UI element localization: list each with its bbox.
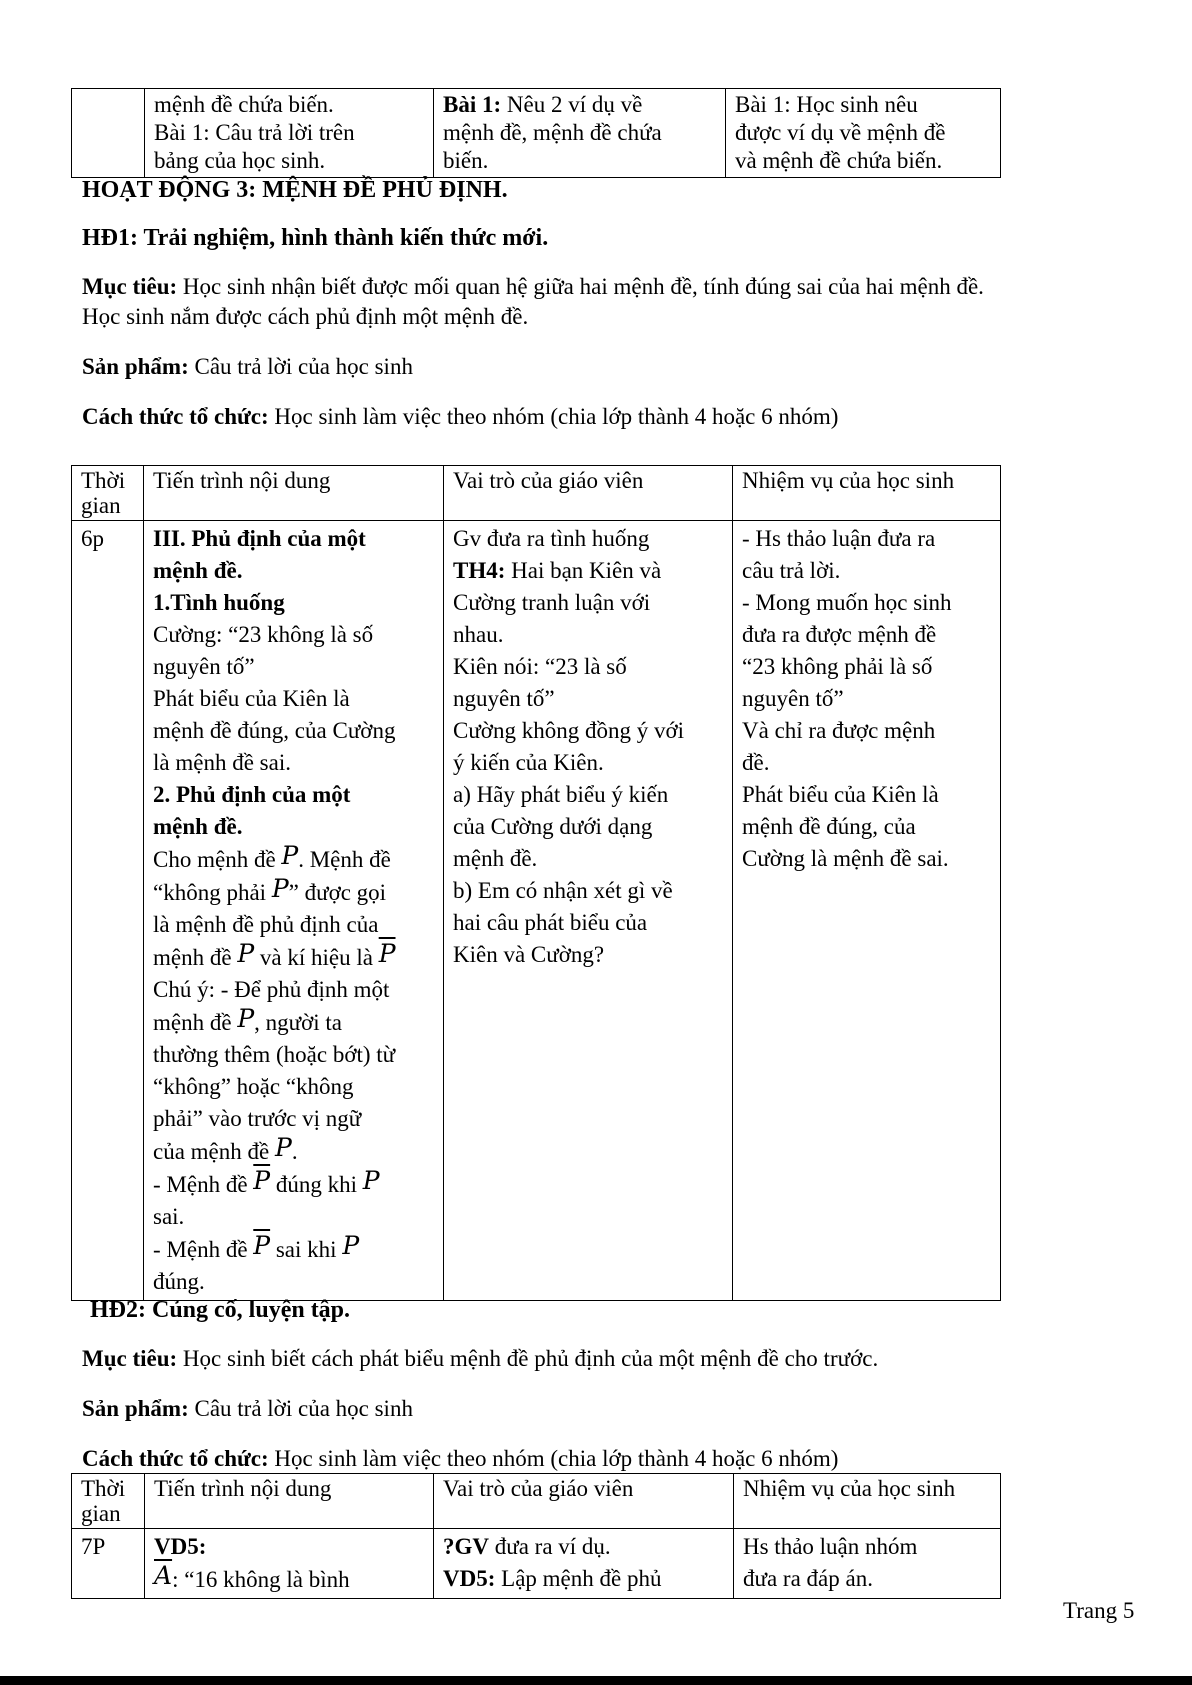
hd1-heading: HĐ1: Trải nghiệm, hình thành kiến thức mới. [82,225,549,251]
table-row [72,521,1001,1301]
cell-student-task: - Hs thảo luận đưa ra câu trả lời. - Mong muốn học sinh đưa ra được mệnh đề “23 không phải là số nguyên tố” Và chỉ ra được mệnh đề. Phát biểu của Kiên là mệnh đề đúng, của Cường là mệnh đề sai. [733,521,1001,1301]
header-cell-time: Thời gian [72,1474,145,1529]
header-cell-student-task: Nhiệm vụ của học sinh [734,1474,1001,1529]
cell-content: mệnh đề chứa biến. Bài 1: Câu trả lời trên bảng của học sinh. [145,89,434,178]
cell-time: 7P [72,1529,145,1599]
objective-paragraph: Mục tiêu: Học sinh biết cách phát biểu mệnh đề phủ định của một mệnh đề cho trước. [82,1346,879,1371]
hd2-heading: HĐ2: Củng cố, luyện tập. [90,1297,351,1323]
organization-paragraph: Cách thức tổ chức: Học sinh làm việc theo nhóm (chia lớp thành 4 hoặc 6 nhóm) [82,404,839,429]
page-number: Trang 5 [1063,1598,1135,1623]
header-cell-teacher-role: Vai trò của giáo viên [444,466,733,521]
objective-paragraph: Mục tiêu: Học sinh nhận biết được mối quan hệ giữa hai mệnh đề, tính đúng sai của hai mệnh đề. Học sinh nắm được cách phủ định một mệnh đề. [82,274,984,329]
header-cell-content: Tiến trình nội dung [145,1474,434,1529]
previous-activity-table [71,88,1001,178]
product-paragraph: Sản phẩm: Câu trả lời của học sinh [82,354,413,379]
cell-teacher-role: Bài 1: Nêu 2 ví dụ về mệnh đề, mệnh đề chứa biến. [434,89,726,178]
activity3-heading: HOẠT ĐỘNG 3: MỆNH ĐỀ PHỦ ĐỊNH. [82,177,508,203]
cell-student-task: Hs thảo luận nhóm đưa ra đáp án. [734,1529,1001,1599]
activity3-table [71,465,1001,1301]
cell-content: III. Phủ định của một mệnh đề. 1.Tình huống Cường: “23 không là số nguyên tố” Phát biểu của Kiên là mệnh đề đúng, của Cường là mệnh đề sai. 2. Phủ định của một mệnh đề. Cho mệnh đề P. Mệnh đề “không phải P” được gọi là mệnh đề phủ định của mệnh đề P và kí hiệu là $\overline{P}$ Chú ý: - Để phủ định một mệnh đề P, người ta thường thêm (hoặc bớt) từ “không” hoặc “không phải” vào trước vị ngữ của mệnh đề P. - Mệnh đề $\overline{P}$ đúng khi P sai. - Mệnh đề $\overline{P}$ sai khi P đúng. [144,521,444,1301]
table-row [72,89,1001,178]
header-cell-teacher-role: Vai trò của giáo viên [434,1474,734,1529]
hd2-table [71,1473,1001,1599]
cell-student-task: Bài 1: Học sinh nêu được ví dụ về mệnh đề và mệnh đề chứa biến. [726,89,1001,178]
cell-teacher-role: ?GV đưa ra ví dụ. VD5: Lập mệnh đề phủ [434,1529,734,1599]
header-cell-time: Thời gian [72,466,144,521]
cell-time [72,89,145,178]
cell-time: 6p [72,521,144,1301]
cell-content: VD5: $\overline{A}$: “16 không là bình [145,1529,434,1599]
table-header-row [72,466,1001,521]
screenshot-bottom-edge [0,1676,1192,1685]
organization-paragraph: Cách thức tổ chức: Học sinh làm việc theo nhóm (chia lớp thành 4 hoặc 6 nhóm) [82,1446,839,1471]
product-paragraph: Sản phẩm: Câu trả lời của học sinh [82,1396,413,1421]
table-row [72,1529,1001,1599]
table-header-row [72,1474,1001,1529]
cell-teacher-role: Gv đưa ra tình huống TH4: Hai bạn Kiên và Cường tranh luận với nhau. Kiên nói: “23 là số nguyên tố” Cường không đồng ý với ý kiến của Kiên. a) Hãy phát biểu ý kiến của Cường dưới dạng mệnh đề. b) Em có nhận xét gì về hai câu phát biểu của Kiên và Cường? [444,521,733,1301]
header-cell-content: Tiến trình nội dung [144,466,444,521]
header-cell-student-task: Nhiệm vụ của học sinh [733,466,1001,521]
